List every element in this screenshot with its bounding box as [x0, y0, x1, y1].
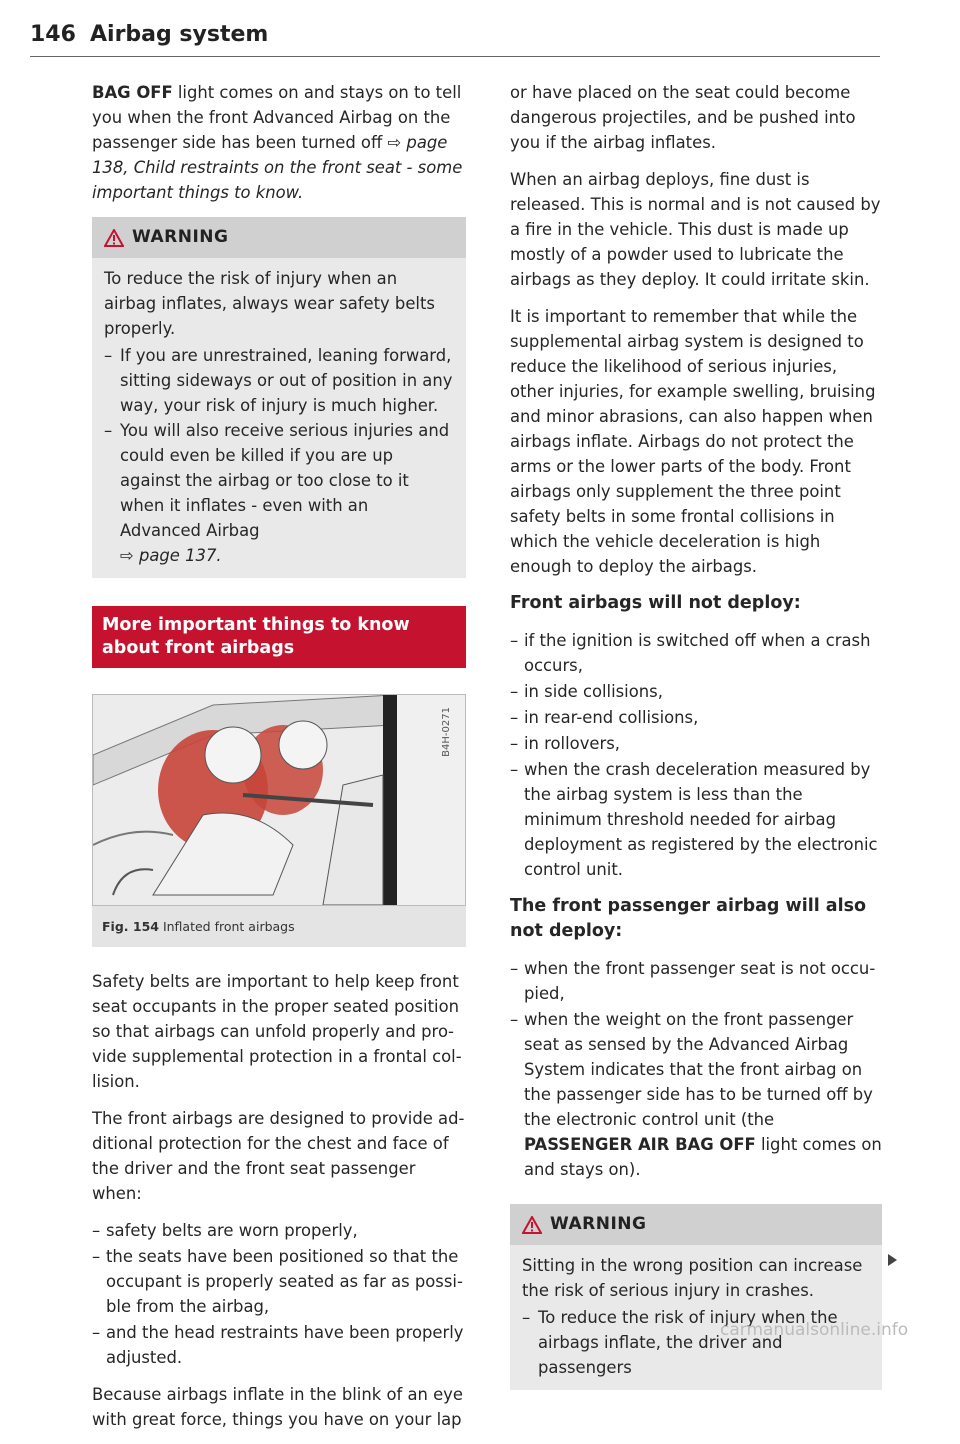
list-item: – in rear-end collisions, — [510, 708, 699, 727]
watermark: carmanualsonline.info — [720, 1320, 909, 1340]
airbag-illustration — [92, 694, 466, 906]
list-item: – You will also receive serious injuries and could even be killed if you are up against the airbag or too close to it when it inflates - even with an Advanced Airbag ⇨ page 137. — [104, 421, 450, 565]
page-ref-link[interactable]: ⇨ page 138, Child restraints on the front seat - some important things to know. — [92, 133, 463, 202]
paragraph: Because airbags inflate in the blink of an eye with great force, things you have on your lap — [92, 1385, 463, 1429]
warning-title: WARNING — [132, 227, 229, 247]
intro-paragraph — [92, 80, 466, 205]
warning-text: Sitting in the wrong position can increase the risk of serious injury in crashes. — [522, 1256, 863, 1300]
warning-box — [510, 1204, 882, 1390]
section-title: Airbag system — [90, 22, 269, 47]
bag-off-label: BAG OFF — [92, 83, 173, 102]
paragraph: When an airbag deploys, fine dust is released. This is normal and is not caused by a fire in the vehicle. This dust is made up mostly of a powder used to lubricate the airbags as they deploy. It could irritate skin. — [510, 170, 881, 289]
figure-caption — [92, 906, 466, 947]
list-item: – safety belts are worn properly, — [92, 1221, 358, 1240]
paragraph: Safety belts are important to help keep front seat occupants in the proper seated position so that airbags can unfold properly and provide supplemental protection in a frontal collision. — [92, 972, 462, 1091]
warning-title: WARNING — [550, 1214, 647, 1234]
left-column — [92, 80, 466, 1444]
list-item: – and the head restraints have been properly adjusted. — [92, 1323, 464, 1367]
warning-text: To reduce the risk of injury when an airbag inflates, always wear safety belts properly. — [104, 269, 435, 338]
passenger-airbag-off-label: PASSENGER AIR BAG OFF — [524, 1135, 756, 1154]
paragraph: The front airbags are designed to provide additional protection for the chest and face of the driver and the front seat passenger when: — [92, 1109, 465, 1203]
list-item: – To reduce the risk of injury when the airbags inflate, the driver and passengers — [522, 1308, 838, 1377]
subheading: The front passenger airbag will also not deploy: — [510, 896, 867, 941]
paragraph: or have placed on the seat could become dangerous projectiles, and be pushed into you if the airbag inflates. — [510, 83, 856, 152]
warning-header — [510, 1204, 882, 1245]
subheading: Front airbags will not deploy: — [510, 593, 801, 613]
list-item: – when the crash deceleration measured by the airbag system is less than the minimum threshold needed for airbag deployment as registered by the electronic control unit. — [510, 760, 878, 879]
section-heading: More important things to know about front airbags — [92, 606, 466, 668]
warning-box — [92, 217, 466, 578]
figure-label: Fig. 154 — [102, 919, 159, 934]
warning-triangle-icon — [522, 1216, 542, 1234]
airbag-drawing — [93, 695, 465, 905]
list-item: – when the weight on the front passenger seat as sensed by the Advanced Airbag System indicates that the front airbag on the passenger side has to be turned off by the electronic control unit (the PASSENGER AIR BAG OFF light comes on and stays on). — [510, 1010, 882, 1179]
list-item: – when the front passenger seat is not occupied, — [510, 959, 876, 1003]
warning-header — [92, 217, 466, 258]
warning-triangle-icon — [104, 229, 124, 247]
intro-text: light comes on and stays on to tell you when the front Advanced Airbag on the passenger side has been turned off — [92, 83, 462, 152]
list-item: – in rollovers, — [510, 734, 620, 753]
list-item: – in side collisions, — [510, 682, 663, 701]
continue-arrow-icon — [888, 1254, 897, 1266]
list-item: – If you are unrestrained, leaning forward, sitting sideways or out of position in any way, your risk of injury is much higher. — [104, 346, 453, 415]
page-ref-link[interactable]: ⇨ page 137. — [120, 546, 222, 565]
warning-body — [510, 1245, 882, 1384]
list-item: – the seats have been positioned so that the occupant is properly seated as far as possible from the airbag, — [92, 1247, 463, 1316]
list-item: – if the ignition is switched off when a crash occurs, — [510, 631, 871, 675]
page-header — [30, 22, 880, 57]
page-number: 146 — [30, 22, 76, 47]
warning-body — [92, 258, 466, 572]
figure-caption-text: Inflated front airbags — [162, 919, 295, 934]
right-column — [510, 80, 882, 1402]
figure-code: B4H-0271 — [441, 707, 452, 757]
paragraph: It is important to remember that while the supplemental airbag system is designed to reduce the likelihood of serious injuries, other injuries, for example swelling, bruising and minor abrasions, can also happen when airbags inflate. Airbags do not protect the arms or the lower parts of the body. Front airbags only supplement the three point safety belts in some frontal collisions in which the vehicle deceleration is high enough to deploy the airbags. — [510, 307, 876, 576]
